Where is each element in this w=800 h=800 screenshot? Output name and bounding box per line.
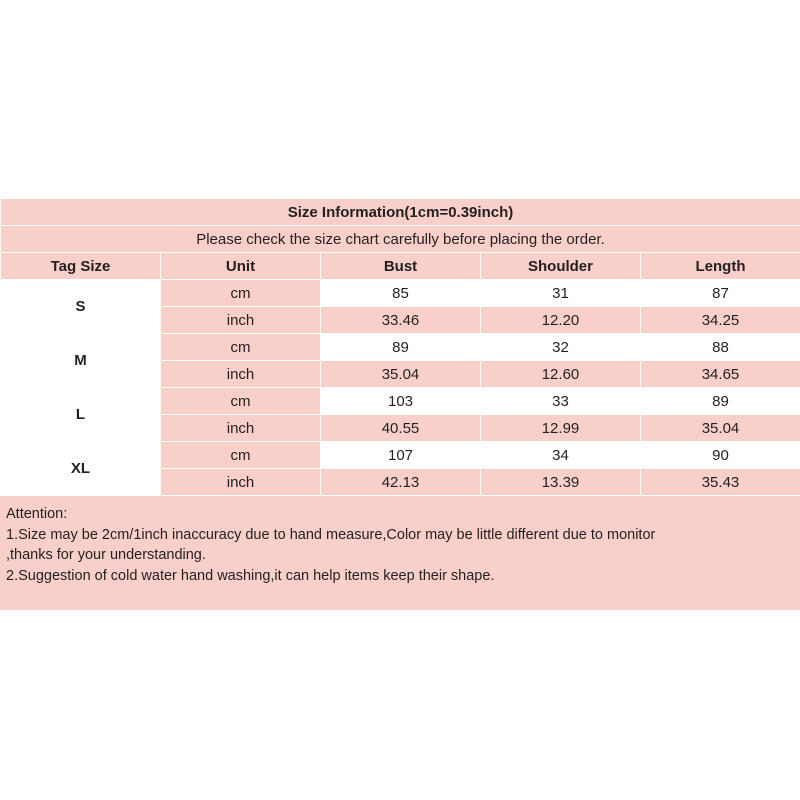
table-subtitle-row — [1, 226, 800, 253]
shoulder-value: 12.20 — [481, 307, 641, 334]
attention-line-2: ,thanks for your understanding. — [6, 547, 206, 564]
shoulder-value: 33 — [481, 388, 641, 415]
shoulder-value: 31 — [481, 280, 641, 307]
bust-value: 103 — [321, 388, 481, 415]
column-header-bust: Bust — [321, 253, 481, 280]
length-value: 34.25 — [641, 307, 800, 334]
bust-value: 107 — [321, 442, 481, 469]
table-title-row — [1, 199, 800, 226]
attention-line-1: 1.Size may be 2cm/1inch inaccuracy due to hand measure,Color may be little different due to monitor — [6, 526, 656, 543]
table-row — [1, 442, 800, 469]
bust-value: 85 — [321, 280, 481, 307]
tag-size-value: L — [1, 388, 161, 442]
length-value: 88 — [641, 334, 800, 361]
shoulder-value: 32 — [481, 334, 641, 361]
tag-size-value: M — [1, 334, 161, 388]
column-header-unit: Unit — [161, 253, 321, 280]
shoulder-value: 13.39 — [481, 469, 641, 496]
size-chart-subtitle: Please check the size chart carefully before placing the order. — [1, 226, 800, 253]
size-chart-table — [0, 198, 800, 496]
unit-value: cm — [161, 280, 321, 307]
unit-value: cm — [161, 334, 321, 361]
attention-heading: Attention: — [6, 506, 68, 522]
attention-note — [0, 496, 800, 586]
tag-size-value: S — [1, 280, 161, 334]
column-header-tag-size: Tag Size — [1, 253, 161, 280]
size-chart-title: Size Information(1cm=0.39inch) — [1, 199, 800, 226]
bust-value: 42.13 — [321, 469, 481, 496]
bust-value: 33.46 — [321, 307, 481, 334]
attention-line-3: 2.Suggestion of cold water hand washing,it can help items keep their shape. — [6, 567, 495, 584]
column-header-shoulder: Shoulder — [481, 253, 641, 280]
length-value: 90 — [641, 442, 800, 469]
length-value: 35.04 — [641, 415, 800, 442]
unit-value: cm — [161, 388, 321, 415]
column-header-length: Length — [641, 253, 800, 280]
unit-value: inch — [161, 469, 321, 496]
shoulder-value: 12.60 — [481, 361, 641, 388]
bust-value: 89 — [321, 334, 481, 361]
unit-value: inch — [161, 307, 321, 334]
unit-value: cm — [161, 442, 321, 469]
shoulder-value: 34 — [481, 442, 641, 469]
bust-value: 35.04 — [321, 361, 481, 388]
table-row — [1, 388, 800, 415]
length-value: 34.65 — [641, 361, 800, 388]
length-value: 89 — [641, 388, 800, 415]
length-value: 87 — [641, 280, 800, 307]
table-row — [1, 280, 800, 307]
unit-value: inch — [161, 415, 321, 442]
bust-value: 40.55 — [321, 415, 481, 442]
tag-size-value: XL — [1, 442, 161, 496]
table-row — [1, 334, 800, 361]
size-chart-panel — [0, 198, 800, 610]
shoulder-value: 12.99 — [481, 415, 641, 442]
table-header-row — [1, 253, 800, 280]
length-value: 35.43 — [641, 469, 800, 496]
unit-value: inch — [161, 361, 321, 388]
